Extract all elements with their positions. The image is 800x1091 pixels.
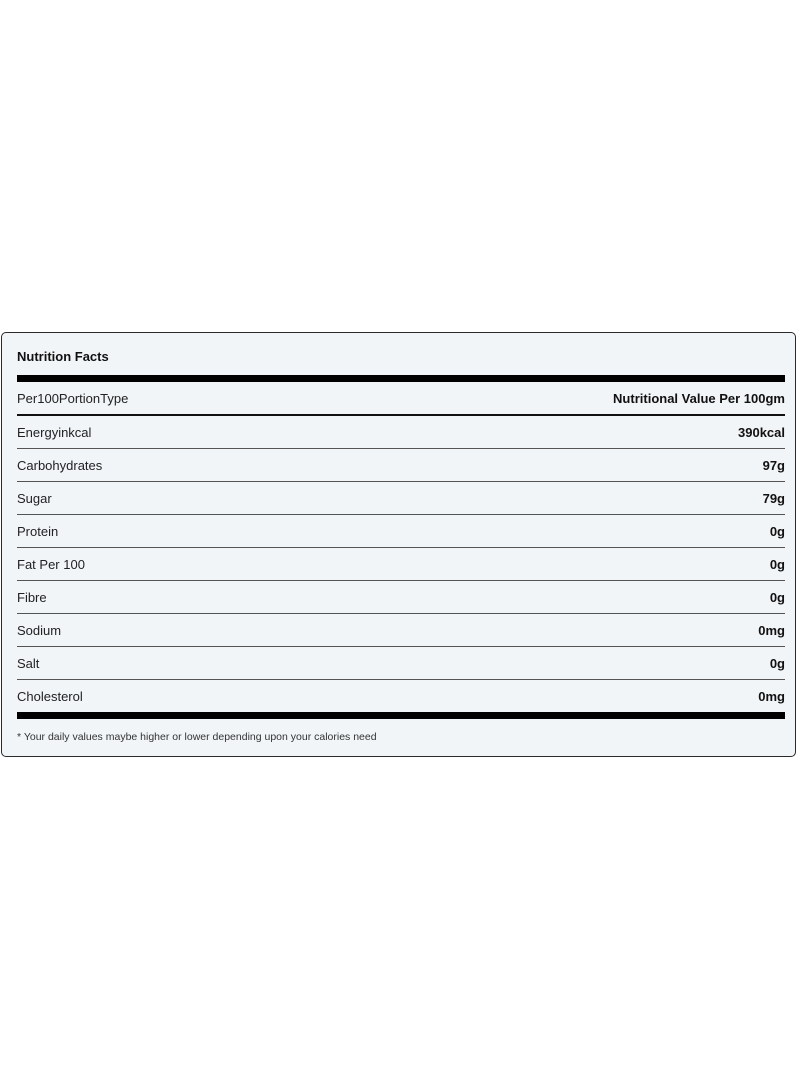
row-label: Fibre — [17, 589, 47, 605]
row-label: Sugar — [17, 490, 52, 506]
row-label: Sodium — [17, 622, 62, 638]
row-value: 97g — [762, 457, 785, 473]
table-row-energy — [17, 416, 785, 449]
row-value: 79g — [762, 490, 785, 506]
row-label: Salt — [17, 655, 40, 671]
top-thick-divider — [17, 375, 785, 382]
row-value: 0mg — [758, 689, 785, 704]
row-label: Carbohydrates — [17, 457, 103, 473]
row-value: 0g — [769, 589, 785, 605]
table-row-carbohydrates — [17, 449, 785, 482]
header-value: Nutritional Value Per 100gm — [613, 390, 785, 406]
table-row-fat — [17, 548, 785, 581]
footnote: * Your daily values maybe higher or lower depending upon your calories need — [17, 731, 377, 743]
row-value: 390kcal — [738, 424, 785, 440]
row-value: 0g — [769, 523, 785, 539]
row-value: 0g — [769, 655, 785, 671]
header-label: Per100PortionType — [17, 390, 129, 406]
row-value: 0g — [769, 556, 785, 572]
table-row-sodium — [17, 614, 785, 647]
panel-title: Nutrition Facts — [17, 349, 109, 364]
table-row-sugar — [17, 482, 785, 515]
table-row-protein — [17, 515, 785, 548]
table-row-fibre — [17, 581, 785, 614]
row-label: Fat Per 100 — [17, 556, 85, 572]
row-label: Energyinkcal — [17, 424, 92, 440]
row-label: Protein — [17, 523, 59, 539]
table-row-cholesterol — [17, 680, 785, 713]
table-header-row — [17, 382, 785, 416]
table-row-salt — [17, 647, 785, 680]
bottom-thick-divider — [17, 712, 785, 719]
row-label: Cholesterol — [17, 689, 83, 704]
nutrition-facts-panel — [1, 332, 796, 757]
row-value: 0mg — [758, 622, 785, 638]
